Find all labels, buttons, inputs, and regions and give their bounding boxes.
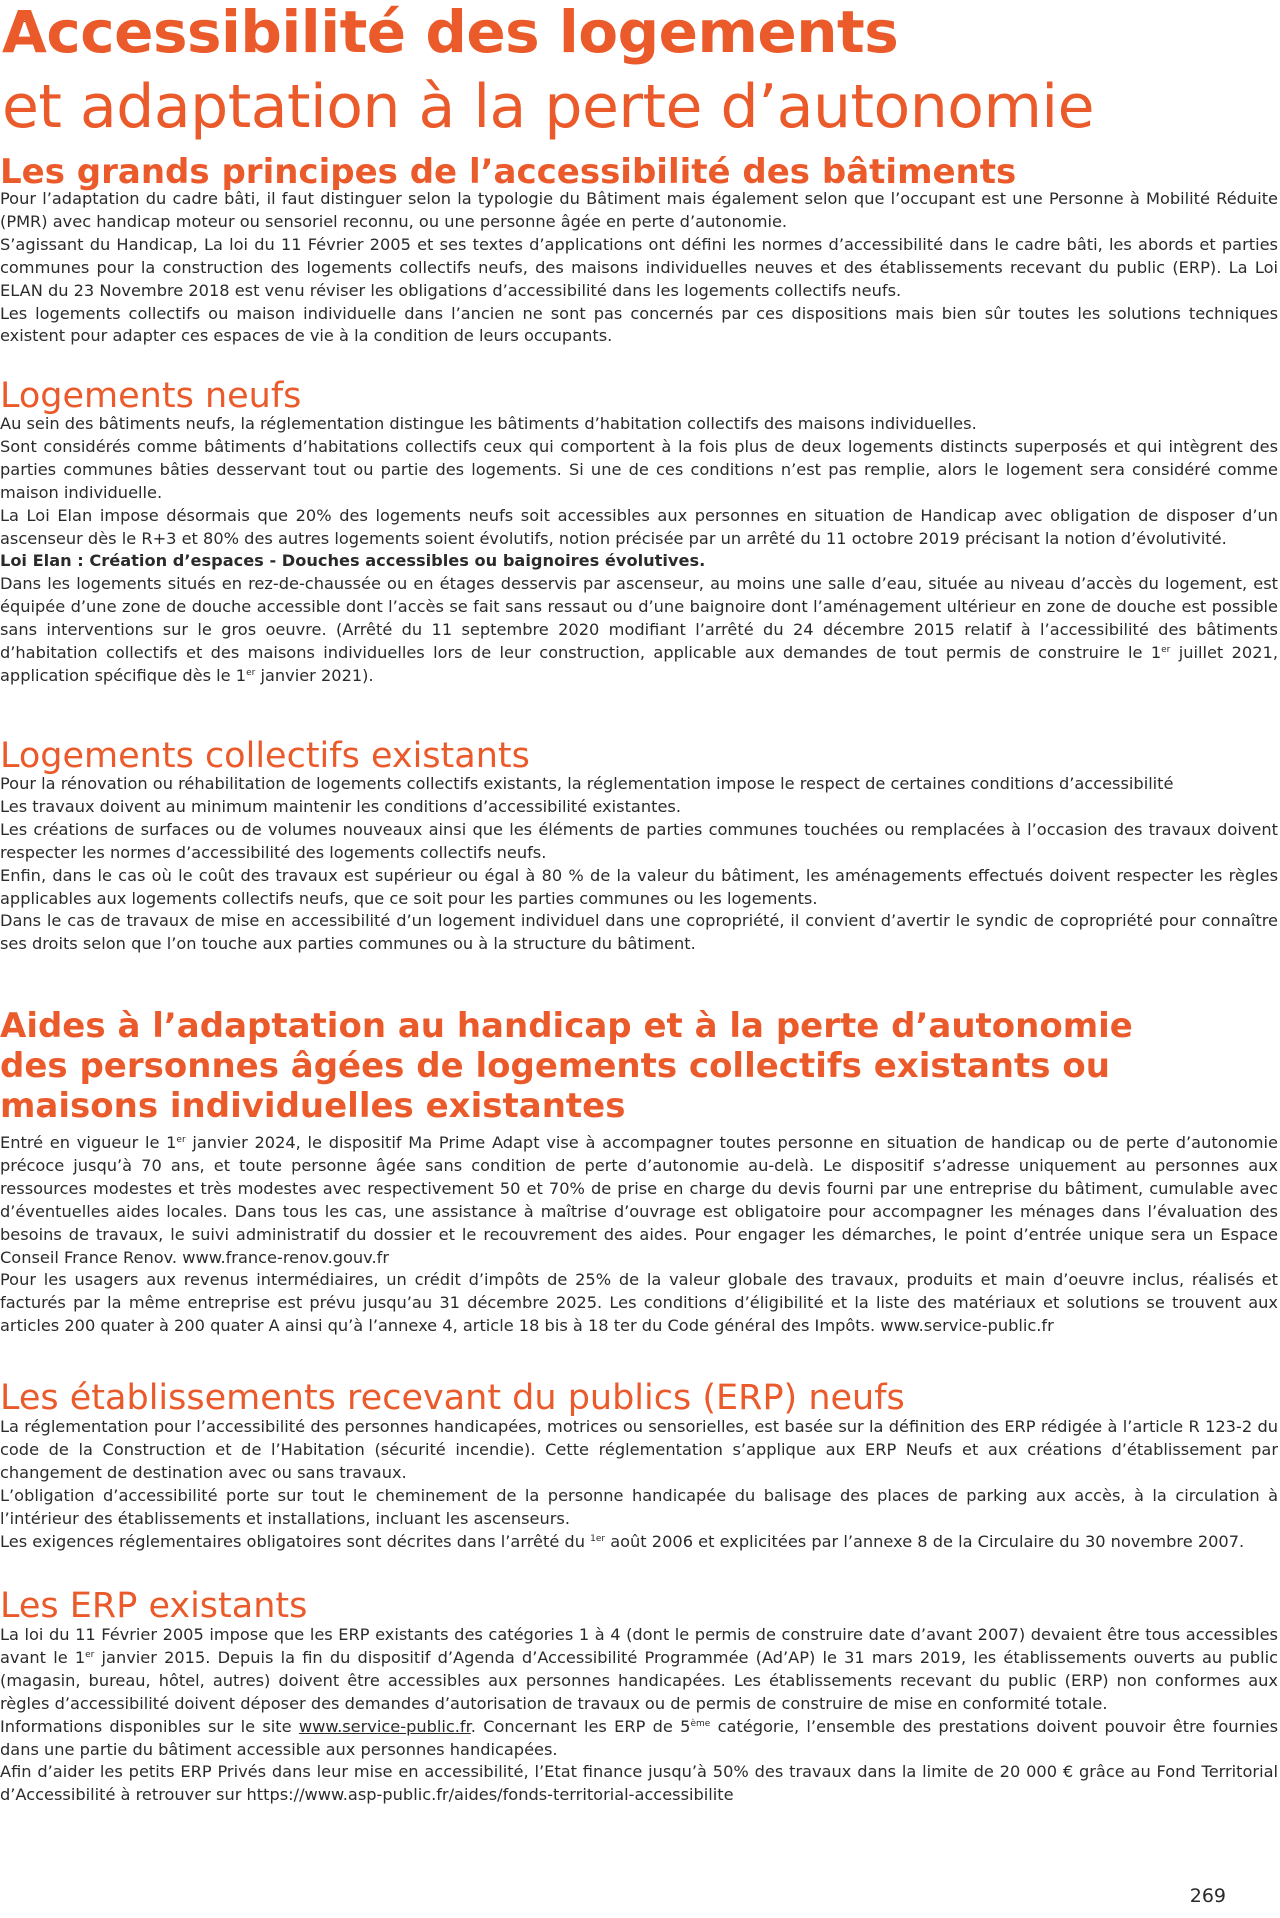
paragraph: Les travaux doivent au minimum maintenir les conditions d’accessibilité existantes.: [0, 796, 681, 816]
bold-note: Loi Elan : Création d’espaces - Douches accessibles ou baignoires évolutives.: [0, 551, 706, 571]
paragraph: Les logements collectifs ou maison individuelle dans l’ancien ne sont pas concernés par ces dispositions mais bien sûr toutes les solutions techniques existent pour adapter ces espaces de vie à la condition de leurs occupants.: [0, 303, 1278, 346]
paragraph: Afin d’aider les petits ERP Privés dans leur mise en accessibilité, l’Etat finance jusqu’à 50% des travaux dans la limite de 20 000 € grâce au Fond Territorial d’Accessibilité à retrouver sur https://www.asp-public.fr/aides/fonds-territorial-accessibilite: [0, 1762, 1278, 1805]
paragraph: Sont considérés comme bâtiments d’habitations collectifs ceux qui comportent à la fois plus de deux logements distincts superposés et qui intègrent des parties communes bâties desservant tout ou partie des logements. Si une de ces conditions n’est pas remplie, alors le logement sera considéré comme maison individuelle.: [0, 436, 1278, 502]
paragraph: Pour la rénovation ou réhabilitation de logements collectifs existants, la réglementation impose le respect de certaines conditions d’accessibilité: [0, 774, 1174, 793]
section-heading: Les grands principes de l’accessibilité des bâtiments: [0, 152, 1017, 192]
section-aides: [0, 1006, 1280, 1338]
section-logements-neufs: [0, 376, 1280, 688]
section-body: [0, 773, 1278, 956]
paragraph: La loi du 11 Février 2005 impose que les ERP existants des catégories 1 à 4 (dont le permis de construire date d’avant 2007) devaient être tous accessibles avant le 1er janvier 2015. Depuis la fin du dispositif d’Agenda d’Accessibilité Programmée (Ad’AP) le 31 mars 2019, les établissements ouverts au public (magasin, bureau, hôtel, autres) doivent être accessibles aux personnes handicapées. Les établissements recevant du public (ERP) non conformes aux règles d’accessibilité doivent déposer des demandes d’autorisation de travaux ou de permis de construire de mise en conformité totale.: [0, 1625, 1279, 1713]
paragraph: S’agissant du Handicap, La loi du 11 Février 2005 et ses textes d’applications ont défini les normes d’accessibilité dans le cadre bâti, les abords et parties communes pour la construction des logements collectifs neufs, des maisons individuelles neuves et des établissements recevant du public (ERP). La Loi ELAN du 23 Novembre 2018 est venu réviser les obligations d’accessibilité dans les logements collectifs neufs.: [0, 234, 1278, 300]
section-heading: Les ERP existants: [0, 1586, 308, 1626]
paragraph: Entré en vigueur le 1er janvier 2024, le dispositif Ma Prime Adapt vise à accompagner toutes personne en situation de handicap ou de perte d’autonomie précoce jusqu’à 70 ans, et toute personne âgée sans condition de perte d’autonomie au-delà. Le dispositif s’adresse uniquement au personnes aux ressources modestes et très modestes avec respectivement 50 et 70% de prise en charge du devis fourni par une entreprise du bâtiment, cumulable avec d’éventuelles aides locales. Dans tous les cas, une assistance à maîtrise d’ouvrage est obligatoire pour accompagner les ménages dans l’évaluation des besoins de travaux, le suivi administratif du dossier et le recouvrement des aides. Pour engager les démarches, le point d’entrée unique sera un Espace Conseil France Renov. www.france-renov.gouv.fr: [0, 1133, 1278, 1267]
section-heading: Logements neufs: [0, 376, 302, 416]
section-heading: Logements collectifs existants: [0, 736, 530, 776]
page-title: Accessibilité des logements: [2, 0, 899, 66]
paragraph: Dans le cas de travaux de mise en accessibilité d’un logement individuel dans une copropriété, il convient d’avertir le syndic de copropriété pour connaître ses droits selon que l’on touche aux parties communes ou à la structure du bâtiment.: [0, 911, 1278, 954]
paragraph: Au sein des bâtiments neufs, la réglementation distingue les bâtiments d’habitation collectifs des maisons individuelles.: [0, 414, 977, 433]
section-body: [0, 413, 1278, 688]
paragraph: La Loi Elan impose désormais que 20% des logements neufs soit accessibles aux personnes en situation de Handicap avec obligation de disposer d’un ascenseur dès le R+3 et 80% des autres logements soient évolutifs, notion précisée par un arrêté du 11 octobre 2019 précisant la notion d’évolutivité.: [0, 505, 1278, 548]
paragraph: Pour les usagers aux revenus intermédiaires, un crédit d’impôts de 25% de la valeur globale des travaux, produits et main d’oeuvre inclus, réalisés et facturés par la même entreprise est prévu jusqu’au 31 décembre 2025. Les conditions d’éligibilité et la liste des matériaux et solutions se trouvent aux articles 200 quater à 200 quater A ainsi qu’à l’annexe 4, article 18 bis à 18 ter du Code général des Impôts. www.service-public.fr: [0, 1270, 1278, 1336]
page-number: 269: [1189, 1885, 1226, 1907]
paragraph: Informations disponibles sur le site www.service-public.fr. Concernant les ERP de 5ème catégorie, l’ensemble des prestations doivent pouvoir être fournies dans une partie du bâtiment accessible aux personnes handicapées.: [0, 1716, 1279, 1759]
paragraph: L’obligation d’accessibilité porte sur tout le cheminement de la personne handicapée du balisage des places de parking aux accès, à la circulation à l’intérieur des établissements et installations, incluant les ascenseurs.: [0, 1485, 1278, 1528]
paragraph: Les créations de surfaces ou de volumes nouveaux ainsi que les éléments de parties communes touchées ou remplacées à l’occasion des travaux doivent respecter les normes d’accessibilité des logements collectifs neufs.: [0, 819, 1278, 862]
paragraph: Pour l’adaptation du cadre bâti, il faut distinguer selon la typologie du Bâtiment mais également selon que l’occupant est une Personne à Mobilité Réduite (PMR) avec handicap moteur ou sensoriel reconnu, ou une personne âgée en perte d’autonomie.: [0, 189, 1278, 231]
paragraph: Les exigences réglementaires obligatoires sont décrites dans l’arrêté du $^{1er}$ août 2006 et explicitées par l’annexe 8 de la Circulaire du 30 novembre 2007.: [0, 1531, 1245, 1551]
section-principes: [0, 152, 1280, 348]
section-body: [0, 188, 1278, 348]
section-heading: Aides à l’adaptation au handicap et à la perte d’autonomie des personnes âgées de logements collectifs existants ou maisons individuelles existantes: [0, 1006, 1133, 1126]
section-body: [0, 1624, 1278, 1807]
section-erp-neufs: [0, 1378, 1280, 1553]
section-collectifs-existants: [0, 736, 1280, 956]
paragraph: Enfin, dans le cas où le coût des travaux est supérieur ou égal à 80 % de la valeur du bâtiment, les aménagements effectués doivent respecter les règles applicables aux logements collectifs neufs, que ce soit pour les parties communes ou les logements.: [0, 865, 1278, 908]
page-subtitle: et adaptation à la perte d’autonomie: [2, 72, 1094, 142]
section-body: [0, 1132, 1278, 1338]
service-public-link[interactable]: www.service-public.fr: [298, 1716, 471, 1736]
section-body: [0, 1416, 1278, 1553]
paragraph: La réglementation pour l’accessibilité des personnes handicapées, motrices ou sensorielles, est basée sur la définition des ERP rédigée à l’article R 123-2 du code de la Construction et de l’Habitation (sécurité incendie). Cette réglementation s’applique aux ERP Neufs et aux créations d’établissement par changement de destination avec ou sans travaux.: [0, 1417, 1278, 1482]
section-erp-existants: [0, 1586, 1280, 1807]
section-heading: Les établissements recevant du publics (ERP) neufs: [0, 1378, 905, 1418]
paragraph: Dans les logements situés en rez-de-chaussée ou en étages desservis par ascenseur, au moins une salle d’eau, située au niveau d’accès du logement, est équipée d’une zone de douche accessible dont l’accès se fait sans ressaut ou d’une baignoire dont l’aménagement ultérieur en zone de douche est possible sans interventions sur le gros oeuvre. (Arrêté du 11 septembre 2020 modifiant l’arrêté du 24 décembre 2015 relatif à l’accessibilité des bâtiments d’habitation collectifs et des maisons individuelles lors de leur construction, applicable aux demandes de tout permis de construire le 1er juillet 2021, application spécifique dès le 1er janvier 2021).: [0, 574, 1278, 685]
